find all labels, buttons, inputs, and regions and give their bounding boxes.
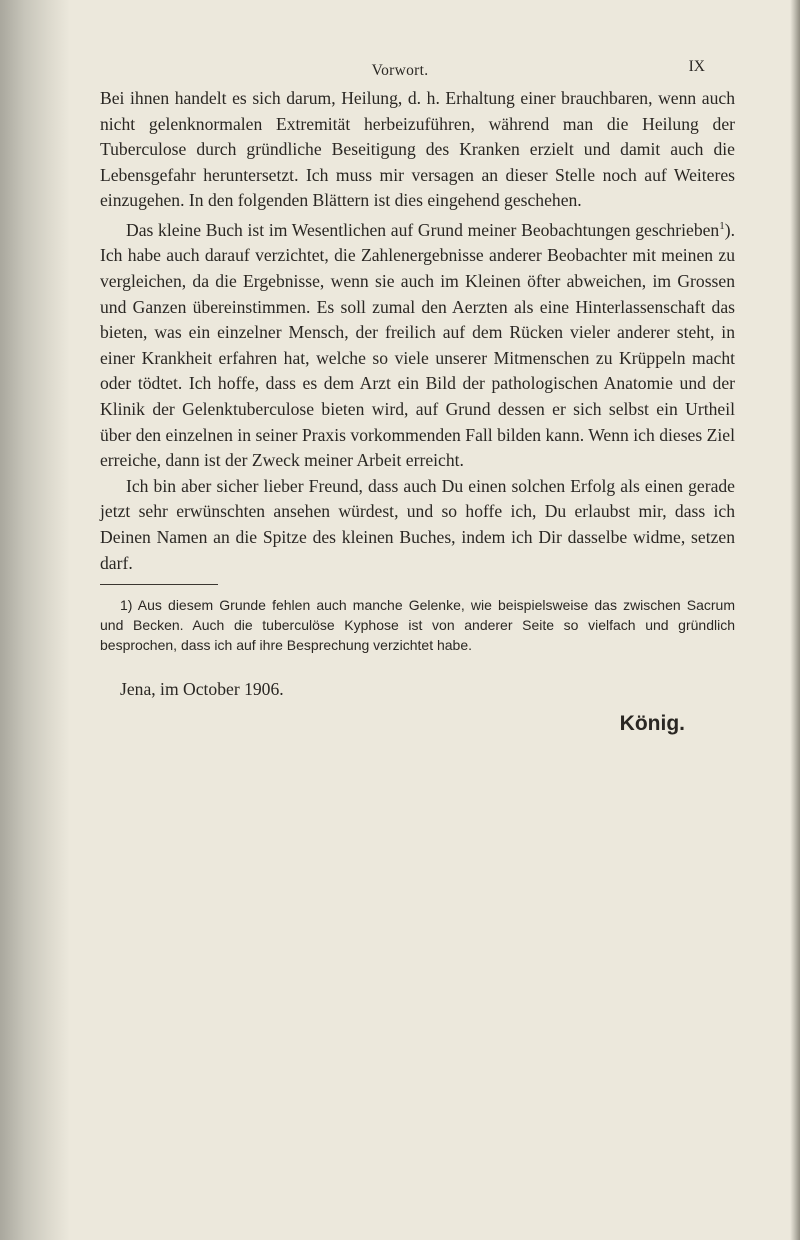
footnote-marker: 1 [719,219,725,232]
running-title: Vorwort. [371,62,429,79]
paragraph-text: ). Ich habe auch darauf verzichtet, die Zahlenergebnisse anderer Beobachter mit meinen zu vergleichen, da die Ergebnisse, wenn sie auch im Kleinen öfter abweichen, im Grossen und Ganzen übereinstimmen. Es soll zumal den Aerzten als eine Hinterlassenschaft das bieten, was ein einzelner Mensch, der freilich auf dem Rücken vieler anderer steht, in einer Krankheit erfahren hat, welche so viele unserer Mitmenschen zu Krüppeln macht oder tödtet. Ich hoffe, dass es dem Arzt ein Bild der pathologischen Anatomie und der Klinik der Gelenktuberculose bieten wird, auf Grund dessen er sich selbst ein Urtheil über den einzelnen in seiner Praxis vorkommenden Fall bilden kann. Wenn ich dieses Ziel erreiche, dann ist der Zweck meiner Arbeit erreicht. [100,219,735,471]
paragraph: Ich bin aber sicher lieber Freund, dass auch Du einen solchen Erfolg als einen gerade jetzt sehr erwünschten ansehen würdest, und so hoffe ich, Du erlaubst mir, dass ich Deinen Namen an die Spitze des kleinen Buches, indem ich Dir dasselbe widme, setzen darf. [100,475,735,573]
binding-shadow [0,0,70,1240]
page-number: IX [688,58,705,75]
paragraph: Bei ihnen handelt es sich darum, Heilung, d. h. Erhaltung einer brauchbaren, wenn auch nicht gelenknormalen Extremität herbeizuführen, während man die Heilung der Tuberculose durch gründliche Beseitigung des Kranken erzielt und damit auch die Lebensgefahr heruntersetzt. Ich muss mir versagen an dieser Stelle noch auf Weiteres einzugehen. In den folgenden Blättern ist dies eingehend geschehen. [100,88,735,211]
footnote-divider [100,584,218,585]
body-text [100,86,735,736]
author-signature: König. [619,711,685,735]
page-header [0,52,800,82]
paragraph-text: Das kleine Buch ist im Wesentlichen auf Grund meiner Beobachtungen geschrieben [126,219,720,240]
paragraph [100,214,735,474]
place-date: Jena, im October 1906. [120,679,284,700]
page-edge [790,0,800,1240]
footnote: 1) Aus diesem Grunde fehlen auch manche Gelenke, wie beispielsweise das zwischen Sacrum und Becken. Auch die tuberculöse Kyphose ist von anderer Seite so vielfach und gründlich besprochen, dass ich auf ihre Besprechung verzichtet habe. [100,597,735,654]
